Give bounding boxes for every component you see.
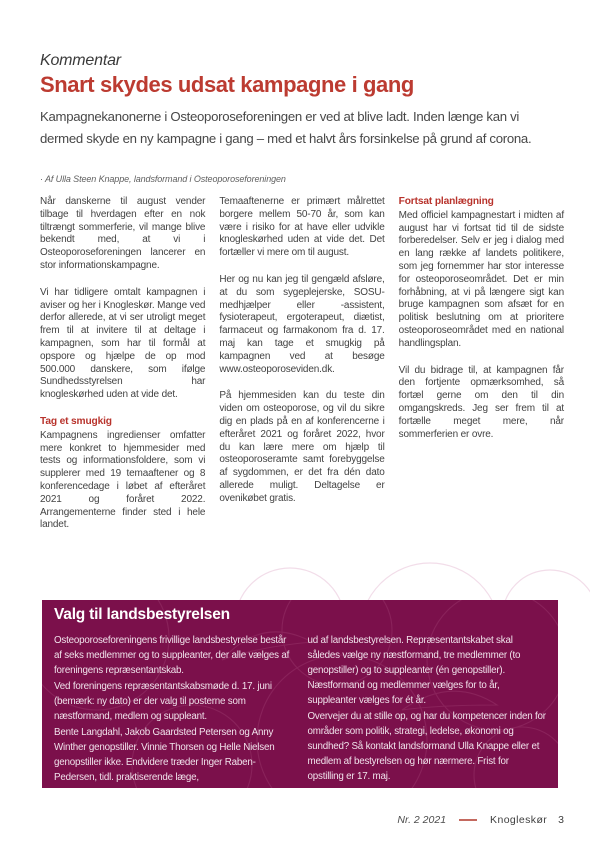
paragraph: Når danskerne til august vender tilbage til hverdagen efter en nok tiltrængt sommerferie, vil mange blive bekendt med, at vi i Osteoporoseforeningen lancerer en stor informationskampagne. [40, 196, 206, 271]
footer-issue: Nr. 2 2021 [397, 814, 447, 826]
paragraph: Med officiel kampagnestart i midten af august har vi fortsat tid til de sidste forberedelser. Selv er jeg i dialog med en lang række af landets politikere, som jeg fornemmer har stor interesse for osteoporoseområdet. Det er min forhåbning, at vi på længere sigt kan bruge kampagnen som afsæt for en politisk beslutning om at prioritere osteoporoseområdet med en national handlingsplan. [398, 209, 564, 349]
byline: · Af Ulla Steen Knappe, landsformand i Osteoporoseforeningen [40, 174, 286, 184]
infobox-columns [54, 633, 547, 786]
paragraph: ud af landsbestyrelsen. Repræsentantskabet skal således vælge ny næstformand, tre medlemmer (to genopstiller) og to suppleanter (én genopstiller). Næstformand og medlemmer vælges for to år, suppleanter vælges for ét år. [307, 635, 521, 706]
infobox-column-left [54, 633, 294, 786]
paragraph: Osteoporoseforeningens frivillige landsbestyrelse består af seks medlemmer og to suppleanter, der alle vælges af foreningens repræsentantskab. [54, 635, 290, 676]
infobox [42, 600, 558, 788]
footer-rule [459, 819, 477, 821]
paragraph: Overvejer du at stille op, og har du kompetencer inden for områder som politik, strategi, ledelse, økonomi og sundhed? Så kontakt landsformand Ulla Knappe eller et medlem af bestyrelsen og hør nærmere. Frist for opstilling er 17. maj. [307, 711, 546, 782]
paragraph: Temaaftenerne er primært målrettet borgere mellem 50-70 år, som kan være i risiko for at have eller udvikle knogleskørhed uden at vide det. Det fortæller vi mere om til august. [219, 196, 385, 259]
paragraph: Vi har tidligere omtalt kampagnen i aviser og her i Knogleskør. Mange ved derfor allerede, at vi ser utroligt meget frem til at invitere til at deltage i kampagnen, som har til formål at opspore og hjælpe de op mod 500.000 danskere, som ifølge Sundhedsstyrelsen har knogleskørhed uden at vide det. [40, 286, 206, 401]
page-footer [397, 814, 564, 826]
swirl-pattern [230, 548, 590, 608]
article-column-2 [219, 196, 384, 532]
infobox-title: Valg til landsbestyrelsen [54, 606, 230, 623]
article-column-3 [399, 196, 564, 532]
paragraph: Vil du bidrage til, at kampagnen får den fortjente opmærksomhed, så fortæl gerne om den til din omgangskreds. Jeg ser frem til at fortælle meget mere, når sommerferien er ovre. [398, 364, 564, 440]
paragraph: Her og nu kan jeg til gengæld afsløre, at du som sygeplejerske, SOSU-medhjælper eller -assistent, fysioterapeut, ergoterapeut, diætist, farmaceut og farmakonom fra d. 17. maj kan tage et smugkig på kampagnen ved at besøge www.osteoporoseviden.dk. [219, 273, 385, 375]
paragraph: På hjemmesiden kan du teste din viden om osteoporose, og vil du sikre dig en plads på en af konferencerne i efteråret 2021 og foråret 2022, hvor du kan lære mere om hjælp til osteoporoseramte samt forebyggelse af sygdommen, er det fra dén dato allerede muligt. Deltagelse er ovenikøbet gratis. [219, 390, 385, 504]
section-subhead: Tag et smugkig [40, 415, 112, 427]
footer-magazine-name: Knogleskør [490, 814, 548, 826]
section-subhead: Fortsat planlægning [398, 196, 494, 207]
article-title: Snart skydes udsat kampagne i gang [40, 72, 414, 97]
standfirst: Kampagnekanonerne i Osteoporoseforeningen er ved at blive ladt. Inden længe kan vi dermed skyde en ny kampagne i gang – med et halvt års forsinkelse på grund af corona. [40, 109, 532, 146]
article-column-1 [40, 196, 205, 532]
paragraph: Ved foreningens repræsentantskabsmøde d. 17. juni (bemærk: ny dato) er der valg til posterne som næstformand, medlem og suppleant. [54, 681, 272, 722]
kicker: Kommentar [40, 52, 121, 69]
infobox-column-right [308, 633, 548, 786]
footer-page-number: 3 [558, 814, 564, 826]
paragraph: Bente Langdahl, Jakob Gaardsted Petersen og Anny Winther genopstiller. Vinnie Thorsen og Helle Nielsen genopstiller ikke. Endvidere træder Inger Raben-Pedersen, tidl. praktiserende læge, [54, 727, 275, 783]
paragraph: Kampagnens ingredienser omfatter mere konkret to hjemmesider med tests og informationsfoldere, som vi supplerer med 19 temaaftener og 8 konferencedage i løbet af efteråret 2021 og foråret 2022. Arrangementerne finder sted i hele landet. [40, 429, 206, 531]
article-columns [40, 196, 564, 532]
